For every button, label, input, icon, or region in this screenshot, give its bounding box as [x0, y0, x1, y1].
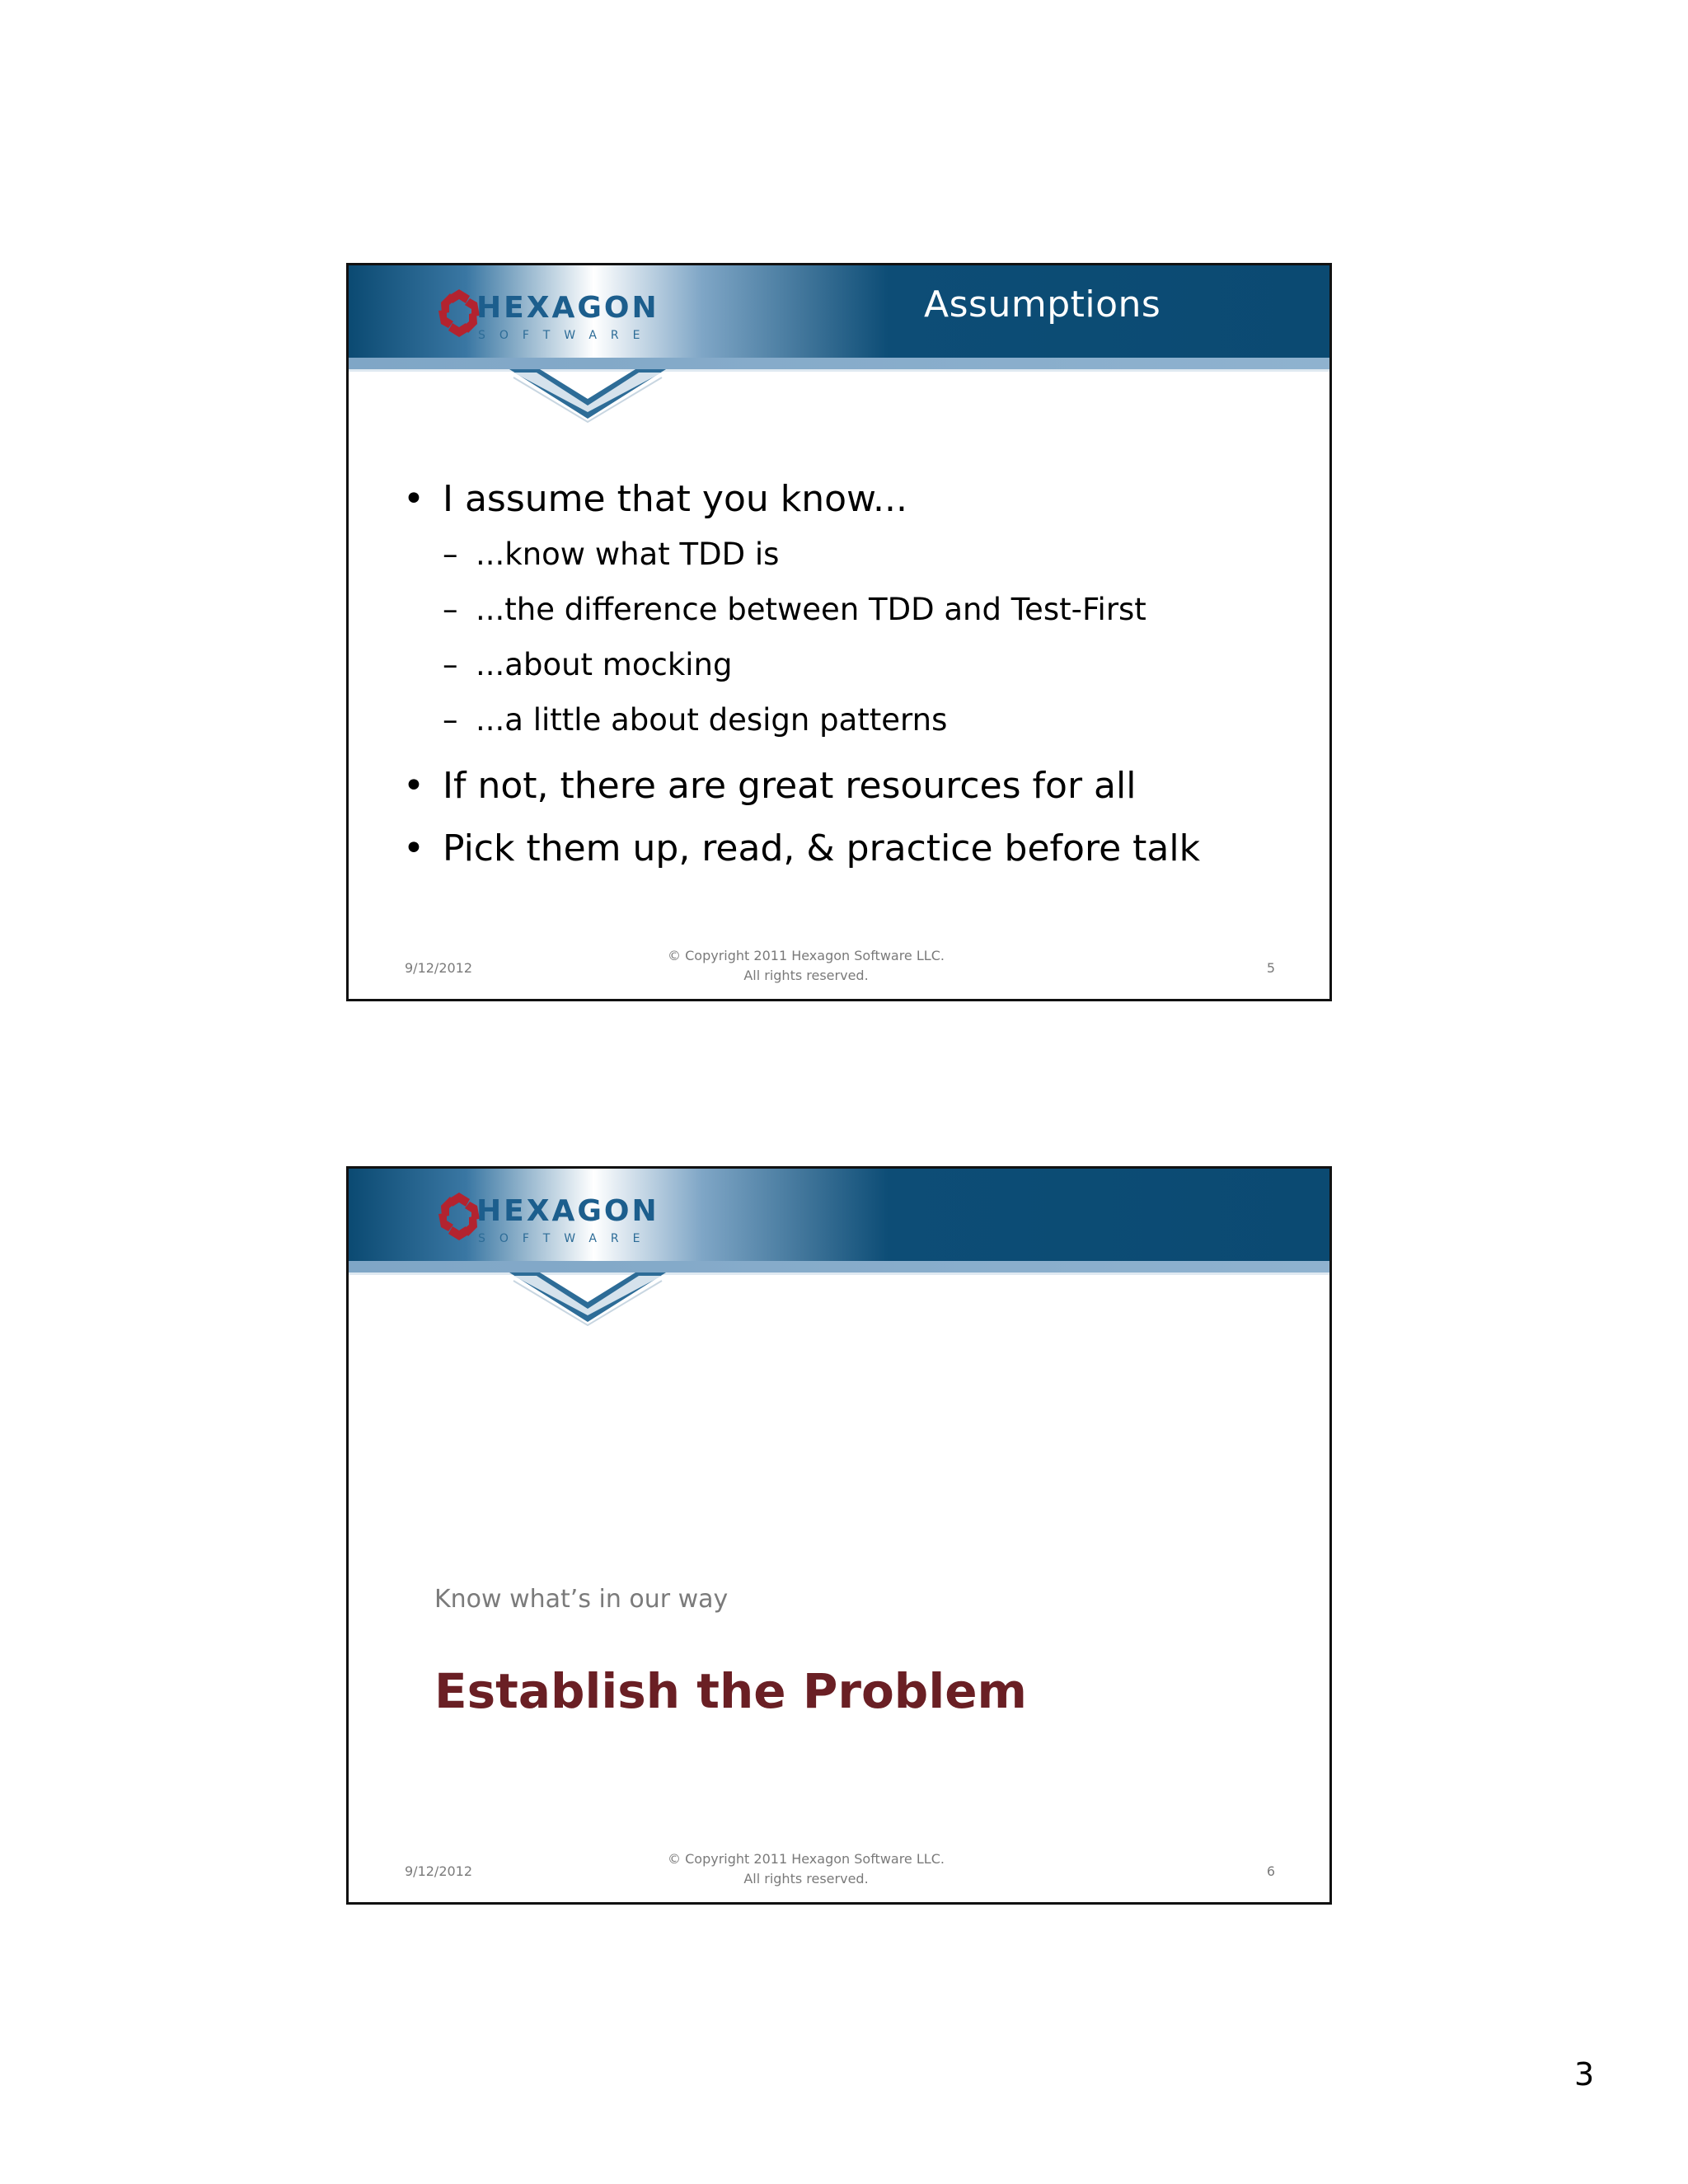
logo-wordmark: HEXAGON [476, 1194, 659, 1228]
slide-number: 6 [1266, 1863, 1275, 1879]
footer-date: 9/12/2012 [405, 960, 473, 976]
rights-line: All rights reserved. [743, 1871, 869, 1886]
rights-line: All rights reserved. [743, 968, 869, 983]
hexagon-software-logo [476, 1189, 699, 1247]
footer-copyright [633, 946, 979, 986]
sub-bullet-item: – ...know what TDD is [443, 527, 1277, 582]
logo-wordmark: HEXAGON [476, 291, 659, 325]
copyright-line: © Copyright 2011 Hexagon Software LLC. [668, 948, 945, 963]
slide-assumptions [346, 263, 1332, 1001]
hexagon-software-logo [476, 286, 699, 344]
logo-subtitle: SOFTWARE [478, 1232, 654, 1245]
logo-subtitle: SOFTWARE [478, 329, 654, 342]
bullet-item: • If not, there are great resources for all [403, 762, 1277, 810]
section-title: Establish the Problem [434, 1663, 1027, 1719]
sub-bullet-list [443, 527, 1277, 748]
footer-date: 9/12/2012 [405, 1863, 473, 1879]
bullet-item [403, 476, 1277, 748]
slide-number: 5 [1266, 960, 1275, 976]
sub-bullet-item: – ...a little about design patterns [443, 692, 1277, 748]
sub-bullet-item: – ...the difference between TDD and Test-First [443, 582, 1277, 637]
bullet-text: I assume that you know... [443, 478, 907, 520]
bullet-item: • Pick them up, read, & practice before talk [403, 825, 1277, 873]
page-number: 3 [1574, 2056, 1595, 2093]
copyright-line: © Copyright 2011 Hexagon Software LLC. [668, 1851, 945, 1867]
sub-bullet-item: – ...about mocking [443, 637, 1277, 692]
footer-copyright [633, 1849, 979, 1889]
section-subtitle: Know what’s in our way [434, 1585, 729, 1614]
slide-title: Assumptions [924, 284, 1161, 326]
slide-establish-problem [346, 1166, 1332, 1905]
bullet-list [403, 476, 1277, 888]
